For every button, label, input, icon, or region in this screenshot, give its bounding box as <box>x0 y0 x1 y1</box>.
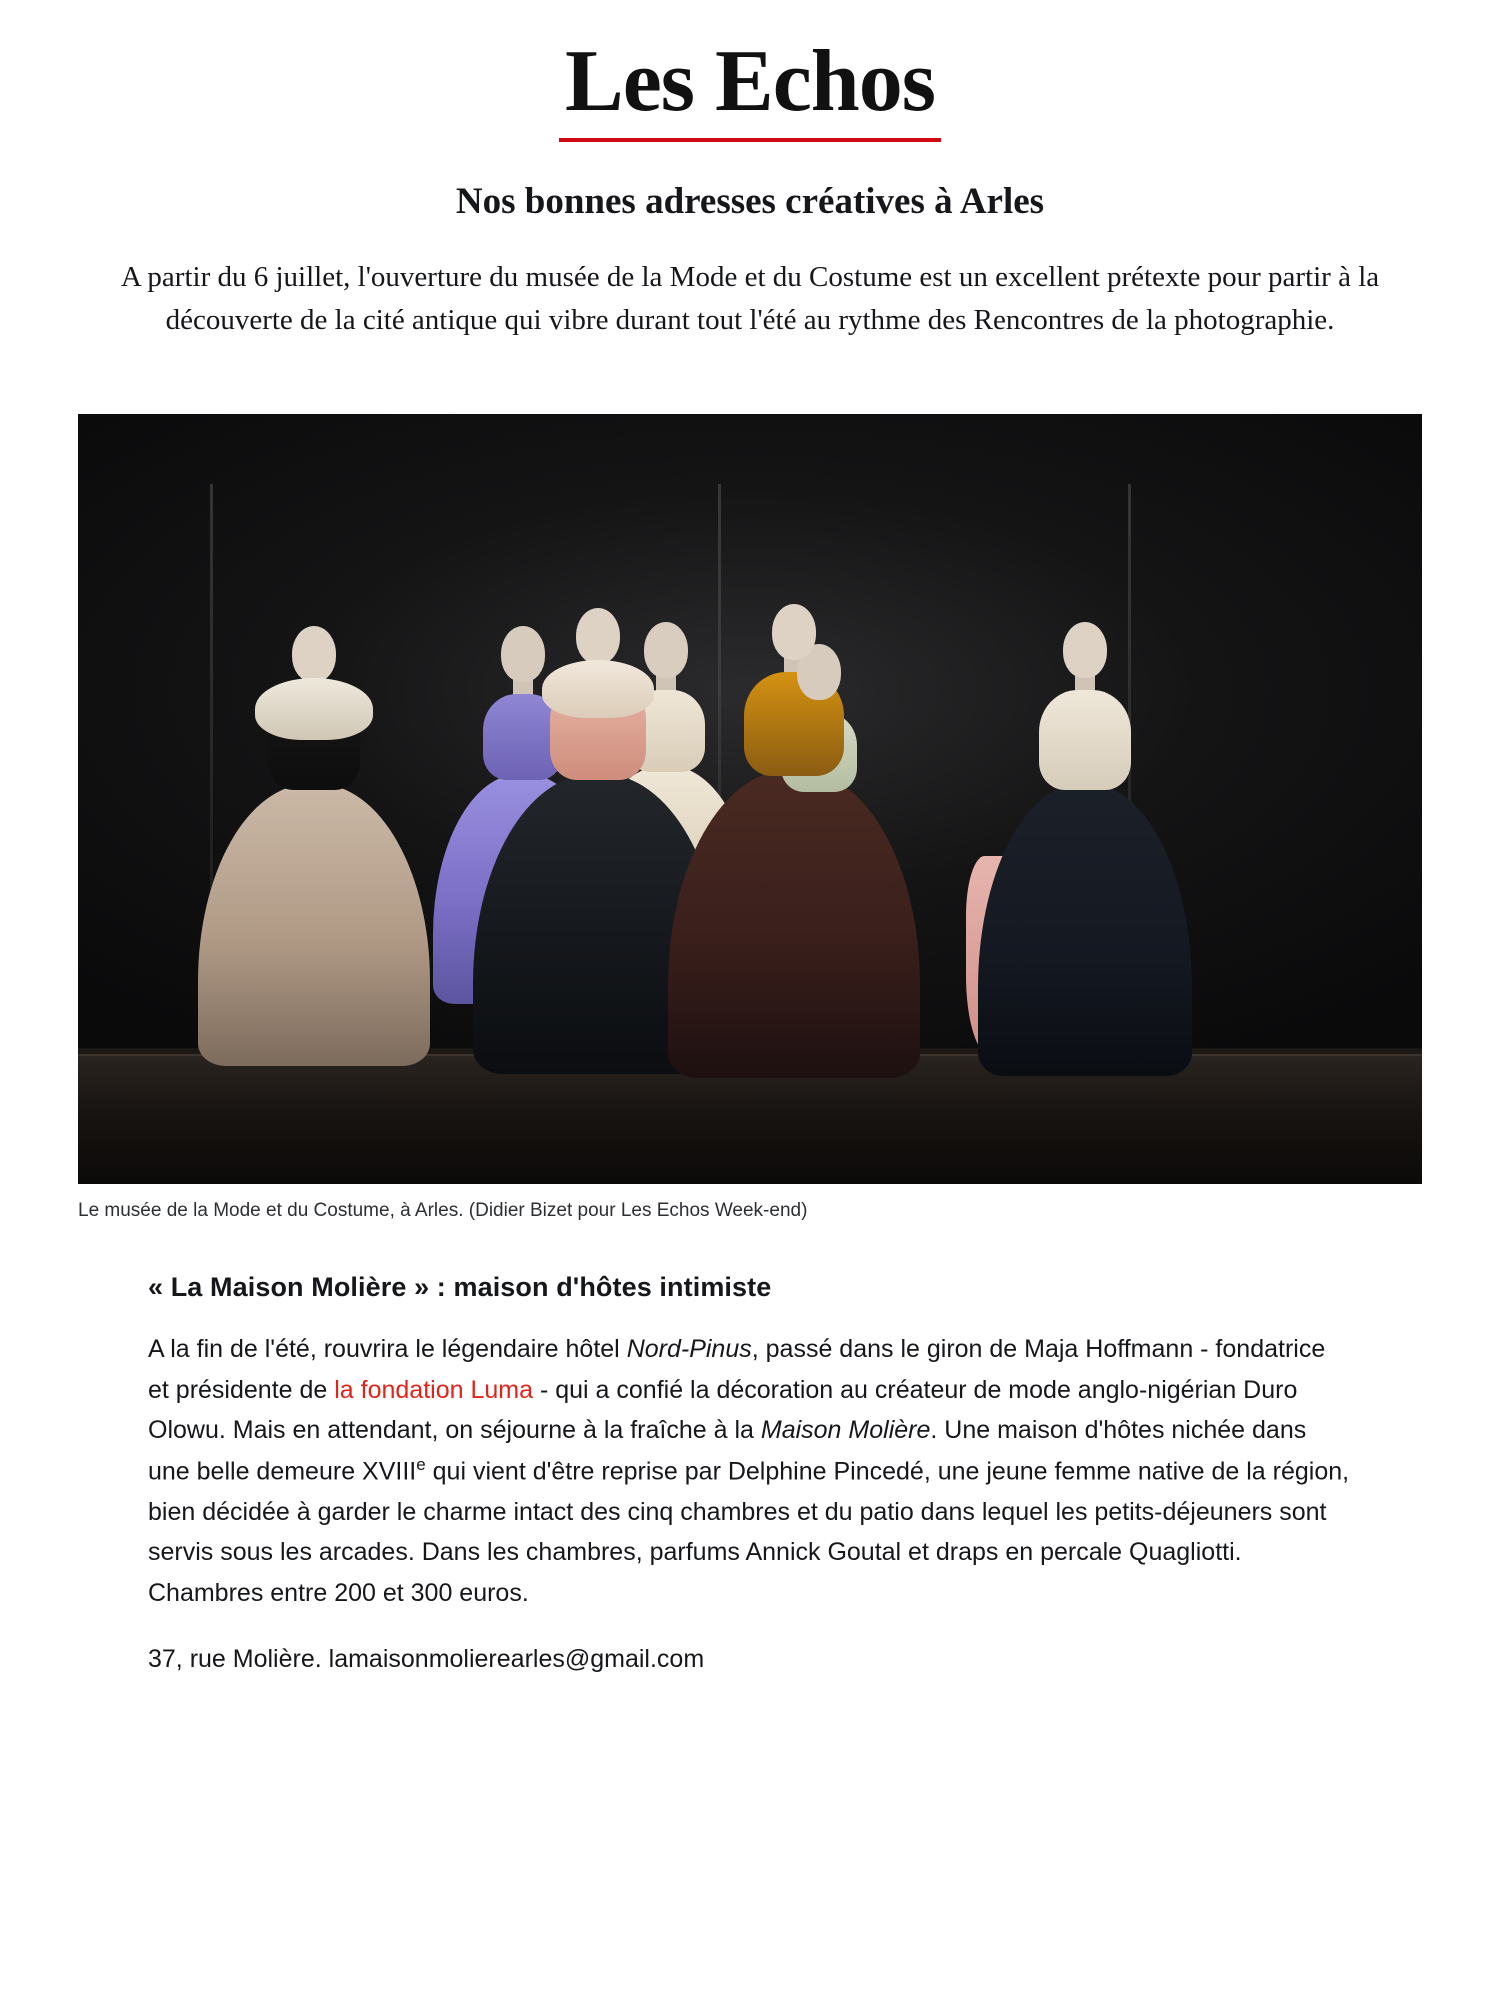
article-standfirst: A partir du 6 juillet, l'ouverture du musée de la Mode et du Costume est un excellent prétexte pour partir à la découverte de la cité antique qui vibre durant tout l'été au rythme des Rencontres de la photographie. <box>120 261 1380 337</box>
article-figure <box>0 414 1500 1222</box>
section-title: « La Maison Molière » : maison d'hôtes intimiste <box>148 1272 772 1303</box>
exhibition-photo <box>78 414 1422 1184</box>
p1-superscript: e <box>416 1454 426 1474</box>
p1-text-4: . Une maison d'hôtes nichée dans une belle demeure XVIII <box>148 1416 1307 1486</box>
article-body <box>0 1272 1500 1679</box>
p1-emphasis-nord-pinus: Nord-Pinus <box>626 1335 752 1364</box>
masthead <box>0 0 1500 142</box>
link-fondation-luma[interactable]: la fondation Luma <box>334 1375 534 1404</box>
p1-emphasis-maison-moliere: Maison Molière <box>760 1416 931 1445</box>
mannequin <box>198 626 430 1066</box>
les-echos-logo: Les Echos <box>559 38 941 142</box>
mannequin <box>978 622 1192 1076</box>
mannequin <box>668 604 920 1078</box>
p1-text-5: qui vient d'être reprise par Delphine Pincedé, une jeune femme native de la région, bien décidée à garder le charme intact des cinq chambres et du patio dans lequel les petits-déjeuners sont servis sous les arcades. Dans les chambres, parfums Annick Goutal et draps en percale Quagliotti. Chambres entre 200 et 300 euros. <box>148 1457 1350 1607</box>
p1-text-1: A la fin de l'été, rouvrira le légendaire hôtel <box>148 1335 627 1364</box>
figure-caption: Le musée de la Mode et du Costume, à Arles. (Didier Bizet pour Les Echos Week-end) <box>78 1200 808 1222</box>
page-title: Nos bonnes adresses créatives à Arles <box>455 181 1045 222</box>
p1-text-2: , passé dans le giron de Maja Hoffmann - fondatrice et présidente de <box>148 1335 1326 1404</box>
p1-text-3: - qui a confié la décoration au créateur de mode anglo-nigérian Duro Olowu. Mais en attendant, on séjourne à la fraîche à la <box>148 1375 1298 1445</box>
body-paragraph-1 <box>148 1329 1352 1613</box>
body-paragraph-2: 37, rue Molière. lamaisonmolierearles@gmail.com <box>148 1645 705 1674</box>
